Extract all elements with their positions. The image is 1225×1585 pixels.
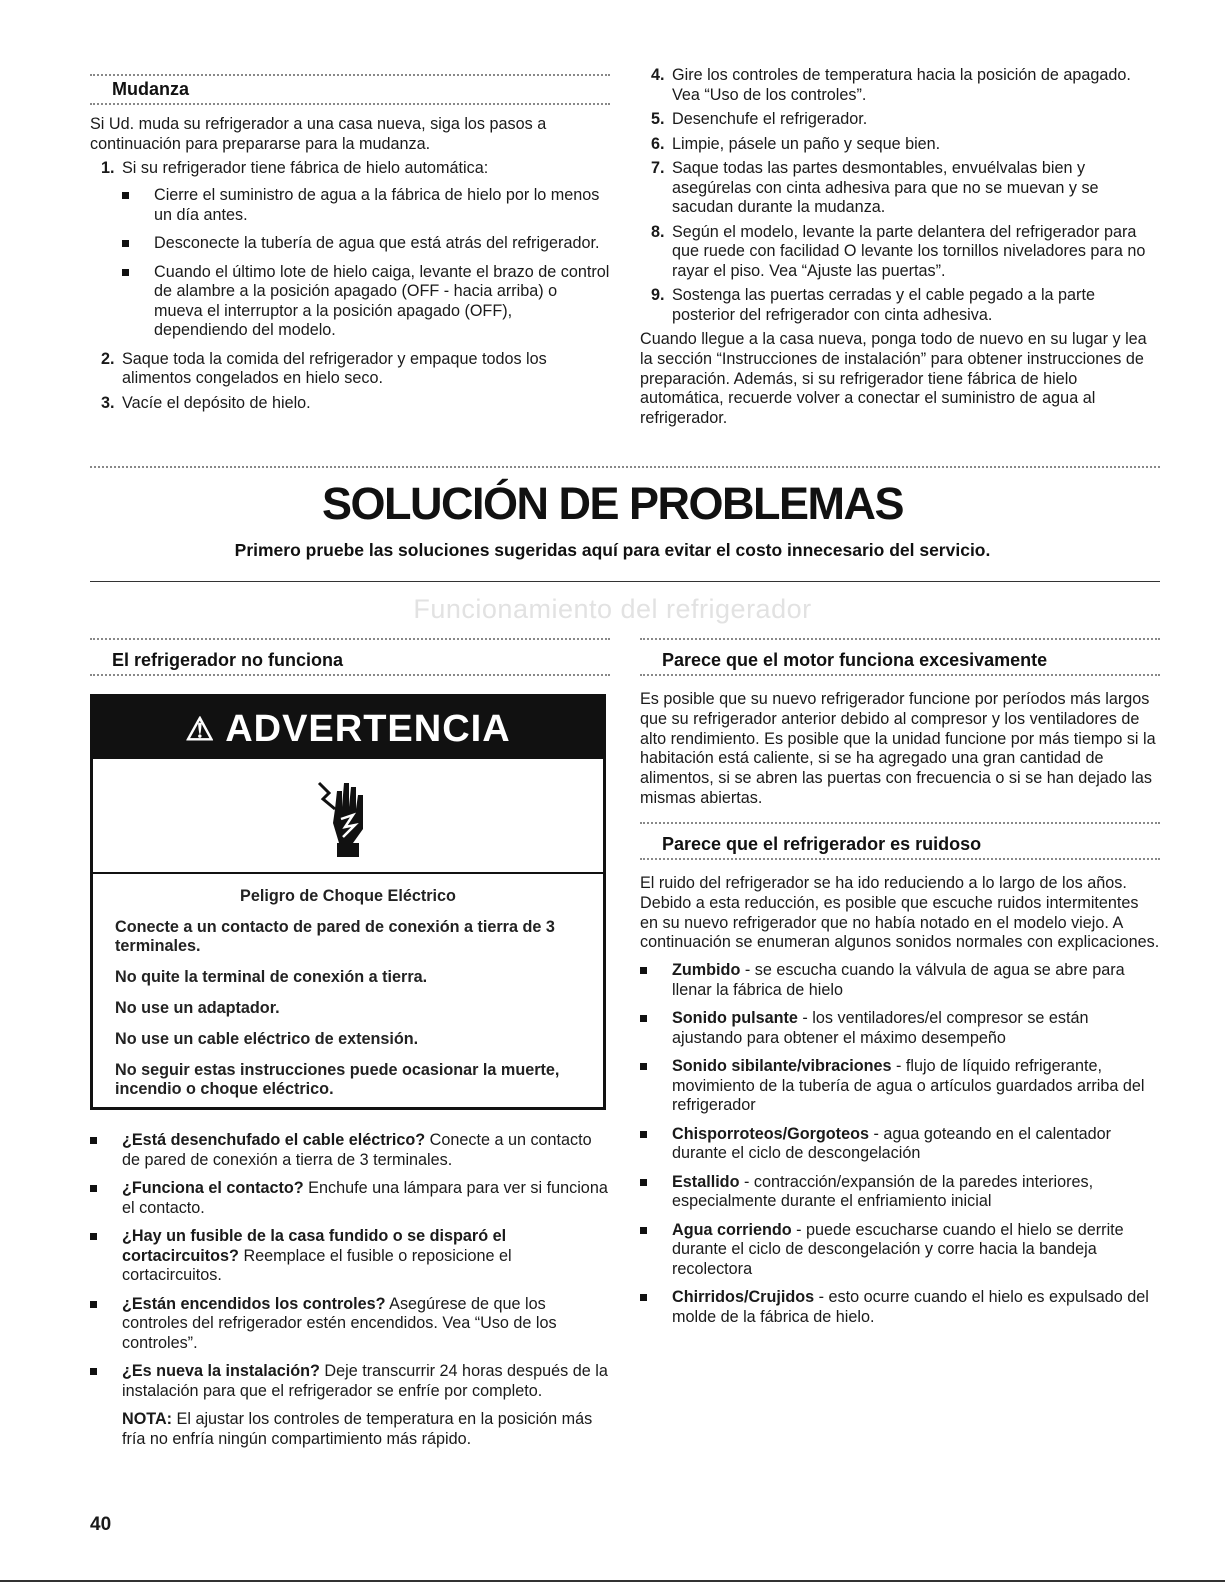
mudanza-step <box>90 350 610 389</box>
sound-item: Zumbido - se escucha cuando la válvula de agua se abre para llenar la fábrica de hielo <box>640 961 1160 1000</box>
motor-heading: Parece que el motor funciona excesivamente <box>662 650 1048 670</box>
no-funciona-checklist <box>90 1127 610 1450</box>
warning-body <box>93 874 603 1099</box>
electric-shock-hand-icon <box>315 773 375 863</box>
bullet-icon <box>90 1185 97 1192</box>
step-text: Si su refrigerador tiene fábrica de hielo automática: <box>122 158 489 177</box>
checklist-item: ¿Están encendidos los controles? Asegúrese de que los controles del refrigerador estén encendidos. Vea “Uso de los controles”. <box>90 1295 610 1354</box>
bullet-icon <box>90 1301 97 1308</box>
mudanza-step <box>90 159 610 341</box>
mudanza-step <box>90 394 610 414</box>
bullet-icon <box>640 1063 647 1070</box>
sound-item: Sonido sibilante/vibraciones - flujo de líquido refrigerante, movimiento de la tubería de agua o artículos guardados arriba del refrigerador <box>640 1057 1160 1116</box>
checklist-item: ¿Hay un fusible de la casa fundido o se disparó el cortacircuitos? Reemplace el fusible o reposicione el cortacircuitos. <box>90 1227 610 1286</box>
step-text: Sostenga las puertas cerradas y el cable pegado a la parte posterior del refrigerador con cinta adhesiva. <box>672 286 1095 324</box>
note-text: El ajustar los controles de temperatura en la posición más fría no enfría ningún compartimiento más rápido. <box>122 1410 593 1448</box>
step-text: Saque todas las partes desmontables, envuélvalas bien y asegúrelas con cinta adhesiva para que no se muevan y se sacudan durante la mudanza. <box>672 159 1099 216</box>
step-number: 1. <box>101 158 115 177</box>
sound-item: Sonido pulsante - los ventiladores/el compresor se están ajustando para obtener el máximo desempeño <box>640 1009 1160 1048</box>
title-divider <box>90 466 1160 468</box>
mudanza-intro: Si Ud. muda su refrigerador a una casa nueva, siga los pasos a continuación para prepararse para la mudanza. <box>90 115 547 153</box>
warning-line: No seguir estas instrucciones puede ocasionar la muerte, incendio o choque eléctrico. <box>115 1061 560 1098</box>
divider <box>90 674 610 676</box>
mudanza-step <box>640 110 1160 130</box>
list-item: Cierre el suministro de agua a la fábrica de hielo por lo menos un día antes. <box>122 186 610 225</box>
motor-text: Es posible que su nuevo refrigerador funcione por períodos más largos que su refrigerador anterior debido al compresor y los ventiladores de alto rendimiento. Es posible que la unidad funcione por más tiempo si la habitación está caliente, si se ha agregado una gran cantidad de alimentos, si se abren las puertas con frecuencia o si se han dejado las mismas abiertas. <box>640 690 1156 807</box>
list-item: Desconecte la tubería de agua que está atrás del refrigerador. <box>122 234 610 254</box>
bullet-icon <box>122 269 129 276</box>
mudanza-right-column <box>640 66 1160 429</box>
note-label: NOTA: <box>122 1410 173 1428</box>
mudanza-step <box>640 66 1160 105</box>
step-number: 7. <box>651 159 665 177</box>
bullet-icon <box>90 1233 97 1240</box>
mudanza-step <box>640 159 1160 218</box>
no-funciona-header <box>90 638 610 676</box>
bottom-rule <box>0 1580 1225 1582</box>
page-title: SOLUCIÓN DE PROBLEMAS <box>321 478 904 529</box>
mudanza-closing: Cuando llegue a la casa nueva, ponga todo de nuevo en su lugar y lea la sección “Instrucciones de instalación” para obtener instrucciones de preparación. Además, si su refrigerador tiene fábrica de hielo automática, recuerde volver a conectar el suministro de agua al refrigerador. <box>640 330 1147 428</box>
mudanza-step <box>640 223 1160 282</box>
horizontal-rule <box>90 581 1160 582</box>
mudanza-heading: Mudanza <box>112 79 190 99</box>
step-number: 4. <box>651 66 665 84</box>
bullet-icon <box>122 240 129 247</box>
bullet-icon <box>640 1179 647 1186</box>
sound-item: Estallido - contracción/expansión de la paredes interiores, especialmente durante el enfriamiento inicial <box>640 1173 1160 1212</box>
divider <box>640 674 1160 676</box>
divider <box>90 103 610 105</box>
warning-title: Peligro de Choque Eléctrico <box>240 887 456 905</box>
step-number: 5. <box>651 110 665 128</box>
warning-triangle-icon: ⚠ <box>185 711 216 747</box>
warning-header <box>93 697 603 759</box>
mudanza-step <box>640 135 1160 155</box>
bullet-icon <box>640 1131 647 1138</box>
bullet-icon <box>640 1294 647 1301</box>
shock-hazard-pictogram <box>93 759 603 874</box>
step-text: Según el modelo, levante la parte delantera del refrigerador para que ruede con facilidad O levante los tornillos niveladores para no rayar el piso. Vea “Ajuste las puertas”. <box>672 222 1146 280</box>
ruidoso-section <box>640 822 1160 1336</box>
sound-item: Chirridos/Crujidos - esto ocurre cuando el hielo es expulsado del molde de la fábrica de hielo. <box>640 1288 1160 1327</box>
divider <box>640 858 1160 860</box>
step-number: 6. <box>651 134 665 153</box>
bullet-icon <box>640 1015 647 1022</box>
page-number: 40 <box>90 1514 112 1535</box>
bullet-icon <box>640 1227 647 1234</box>
note <box>90 1410 610 1450</box>
sound-item: Agua corriendo - puede escucharse cuando el hielo se derrite durante el ciclo de descongelación y corre hacia la bandeja recolectora <box>640 1221 1160 1280</box>
step-text: Desenchufe el refrigerador. <box>672 110 868 128</box>
bullet-icon <box>122 192 129 199</box>
warning-box <box>90 694 606 1110</box>
step-number: 3. <box>101 393 115 412</box>
warning-line: Conecte a un contacto de pared de conexión a tierra de 3 terminales. <box>115 918 555 955</box>
mudanza-left-column <box>90 74 610 418</box>
mudanza-step <box>640 286 1160 325</box>
warning-line: No quite la terminal de conexión a tierra. <box>115 968 428 986</box>
section-title: Funcionamiento del refrigerador <box>413 594 812 624</box>
step-text: Vacíe el depósito de hielo. <box>122 393 311 412</box>
step-number: 8. <box>651 222 665 241</box>
step-number: 2. <box>101 349 115 368</box>
sound-item: Chisporroteos/Gorgoteos - agua goteando en el calentador durante el ciclo de descongelación <box>640 1125 1160 1164</box>
warning-line: No use un adaptador. <box>115 999 280 1017</box>
step-text: Saque toda la comida del refrigerador y empaque todos los alimentos congelados en hielo seco. <box>122 349 547 388</box>
bullet-icon <box>90 1368 97 1375</box>
motor-section <box>640 638 1160 809</box>
checklist-item: ¿Es nueva la instalación? Deje transcurrir 24 horas después de la instalación para que el refrigerador se enfríe por completo. <box>90 1362 610 1401</box>
page-subtitle: Primero pruebe las soluciones sugeridas aquí para evitar el costo innecesario del servicio. <box>234 540 991 560</box>
checklist-item: ¿Funciona el contacto? Enchufe una lámpara para ver si funciona el contacto. <box>90 1179 610 1218</box>
list-item: Cuando el último lote de hielo caiga, levante el brazo de control de alambre a la posición apagado (OFF - hacia arriba) o mueva el interruptor a la posición apagado (OFF), dependiendo del modelo. <box>122 263 610 341</box>
bullet-icon <box>640 967 647 974</box>
ruidoso-intro: El ruido del refrigerador se ha ido reduciendo a lo largo de los años. Debido a esta reducción, es posible que escuche ruidos intermitentes en su nuevo refrigerador que no había notado en el modelo viejo. A continuación se enumeran algunos sonidos normales con explicaciones. <box>640 874 1160 952</box>
step-text: Limpie, pásele un paño y seque bien. <box>672 134 941 153</box>
step-number: 9. <box>651 286 665 304</box>
warning-header-text: ADVERTENCIA <box>225 708 511 750</box>
checklist-item: ¿Está desenchufado el cable eléctrico? Conecte a un contacto de pared de conexión a tierra de 3 terminales. <box>90 1131 610 1170</box>
warning-line: No use un cable eléctrico de extensión. <box>115 1030 419 1048</box>
step-text: Gire los controles de temperatura hacia la posición de apagado. Vea “Uso de los controles”. <box>672 66 1131 104</box>
ruidoso-heading: Parece que el refrigerador es ruidoso <box>662 834 982 854</box>
no-funciona-heading: El refrigerador no funciona <box>112 650 344 670</box>
bullet-icon <box>90 1137 97 1144</box>
